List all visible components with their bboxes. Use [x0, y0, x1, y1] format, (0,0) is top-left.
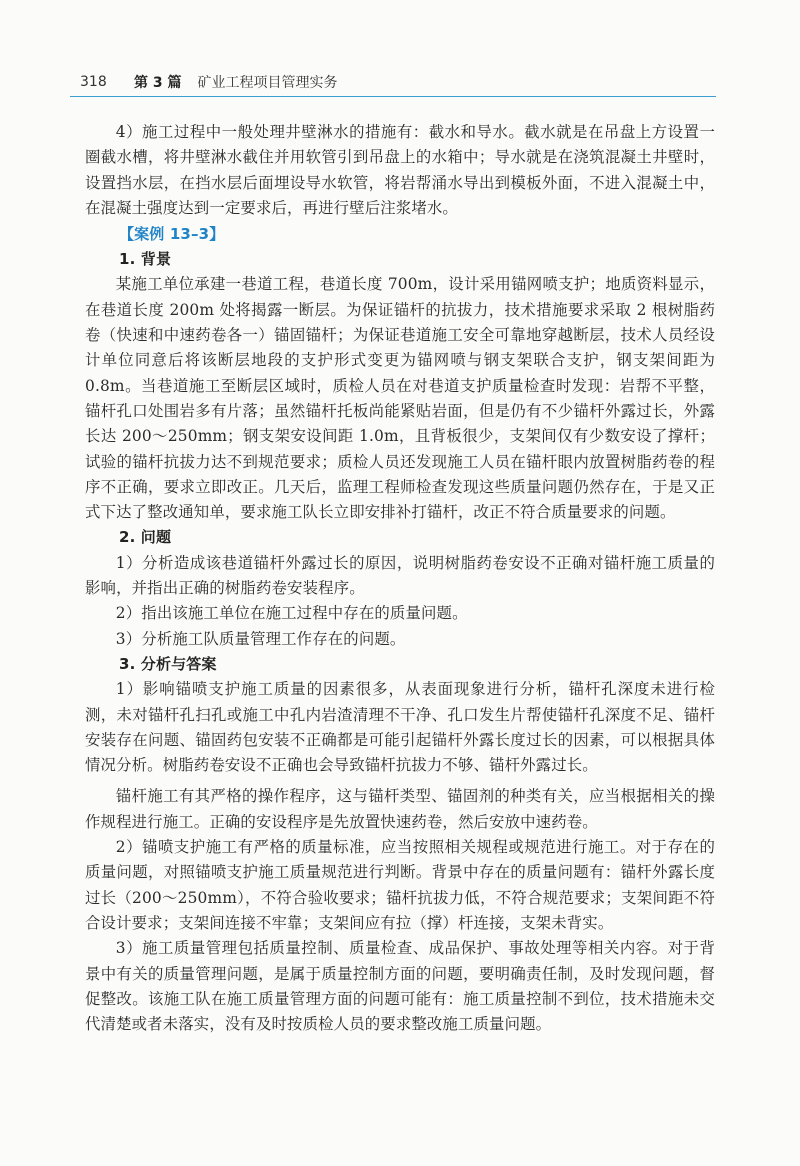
- section-heading-questions: 2. 问题: [119, 528, 172, 547]
- question-1: 1）分析造成该巷道锚杆外露过长的原因，说明树脂药卷安设不正确对锚杆施工质量的影响，并指出正确的树脂药卷安装程序。: [85, 553, 715, 598]
- question-3: 3）分析施工队质量管理工作存在的问题。: [115, 629, 406, 648]
- book-title: 矿业工程项目管理实务: [197, 75, 338, 91]
- paragraph-intro: 4）施工过程中一般处理井壁淋水的措施有：截水和导水。截水就是在吊盘上方设置一圈截水槽，将井壁淋水截住并用软管引到吊盘上的水箱中；导水就是在浇筑混凝土井壁时，设置挡水层，在挡水层后面埋设导水软管，将岩帮涌水导出到模板外面，不进入混凝土中，在混凝土强度达到一定要求后，再进行壁后注浆堵水。: [85, 123, 715, 217]
- answer-1-continued: 锚杆施工有其严格的操作程序，这与锚杆类型、锚固剂的种类有关，应当根据相关的操作规程进行施工。正确的安设程序是先放置快速药卷，然后安放中速药卷。: [85, 787, 715, 831]
- paragraph-background: 某施工单位承建一巷道工程，巷道长度 700m，设计采用锚网喷支护；地质资料显示，在巷道长度 200m 处将揭露一断层。为保证锚杆的抗拔力，技术措施要求采取 2 根树脂药卷（快速和中速药卷各一）锚固锚杆；为保证巷道施工安全可靠地穿越断层，技术人员经设计单位同意后将该断层地段的支护形式变更为锚网喷与钢支架联合支护，钢支架间距为 0.8m。当巷道施工至断层区域时，质检人员在对巷道支护质量检查时发现：岩帮不平整，锚杆孔口处围岩多有片落；虽然锚杆托板尚能紧贴岩面，但是仍有不少锚杆外露过长，外露长达 200～250mm；钢支架安设间距 1.0m，且背板很少，支架间仅有少数安设了撑杆；试验的锚杆抗拔力达不到规范要求；质检人员还发现施工人员在锚杆眼内放置树脂药卷的程序不正确，要求立即改正。几天后，监理工程师检查发现这些质量问题仍然存在，于是又正式下达了整改通知单，要求施工队长立即安排补打锚杆，改正不符合质量要求的问题。: [85, 275, 715, 522]
- part-label: 第 3 篇: [134, 75, 182, 91]
- page-body: [85, 120, 715, 1037]
- section-heading-background: 1. 背景: [119, 250, 172, 269]
- answer-2: 2）锚喷支护施工有严格的质量标准，应当按照相关规程或规范进行施工。对于存在的质量问题，对照锚喷支护施工质量规范进行判断。背景中存在的质量问题有：锚杆外露长度过长（200～250mm），不符合验收要求；锚杆抗拔力低，不符合规范要求；支架间距不符合设计要求；支架间连接不牢靠；支架间应有拉（撑）杆连接，支架未背实。: [85, 838, 715, 932]
- header-rule: [70, 96, 716, 97]
- page-header: [80, 70, 716, 94]
- page-number: 318: [80, 74, 107, 90]
- section-heading-answers: 3. 分析与答案: [119, 654, 217, 673]
- question-2: 2）指出该施工单位在施工过程中存在的质量问题。: [115, 604, 468, 623]
- answer-3: 3）施工质量管理包括质量控制、质量检查、成品保护、事故处理等相关内容。对于背景中有关的质量管理问题，是属于质量控制方面的问题，要明确责任制，及时发现问题，督促整改。该施工队在施工质量管理方面的问题可能有：施工质量控制不到位，技术措施未交代清楚或者未落实，没有及时按质检人员的要求整改施工质量问题。: [85, 939, 715, 1034]
- answer-1: 1）影响锚喷支护施工质量的因素很多，从表面现象进行分析，锚杆孔深度未进行检测，未对锚杆孔扫孔或施工中孔内岩渣清理不干净、孔口发生片帮使锚杆孔深度不足、锚杆安装存在问题、锚固药包安装不正确都是可能引起锚杆外露长度过长的因素，可以根据具体情况分析。树脂药卷安设不正确也会导致锚杆抗拔力不够、锚杆外露过长。: [85, 680, 715, 775]
- case-title: 【案例 13–3】: [119, 225, 225, 244]
